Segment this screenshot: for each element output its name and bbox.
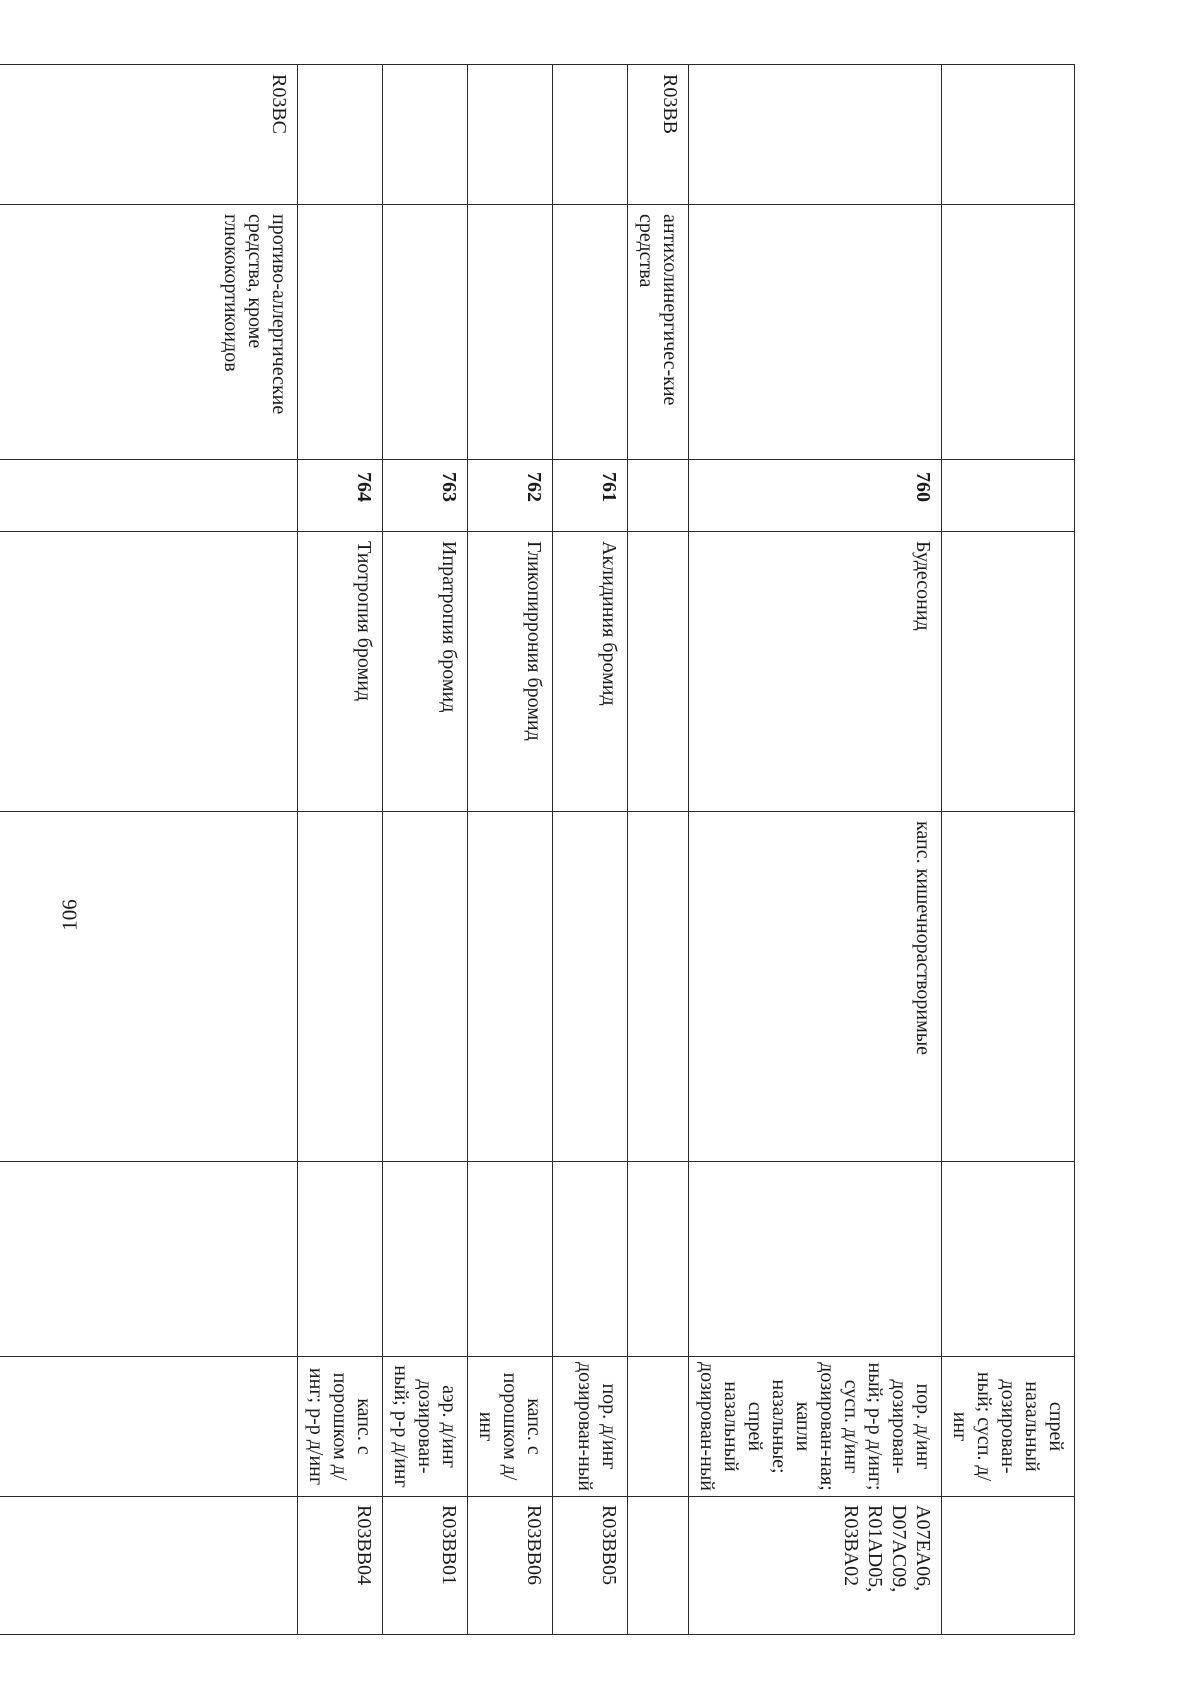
cell-drug-form bbox=[0, 812, 298, 1162]
cell-note bbox=[628, 1162, 689, 1357]
cell-inn bbox=[0, 532, 298, 812]
drug-list-table bbox=[0, 64, 1075, 1635]
cell-atc: R03BB05 bbox=[553, 1497, 628, 1635]
cell-note bbox=[383, 1162, 468, 1357]
cell-note bbox=[689, 1162, 942, 1357]
cell-num: 761 bbox=[553, 460, 628, 532]
table-row bbox=[383, 65, 468, 1635]
cell-note bbox=[553, 1162, 628, 1357]
cell-form bbox=[0, 1357, 298, 1497]
cell-drug-form bbox=[468, 812, 553, 1162]
cell-form: спрей назальный дозирован-ный; сусп. д/инг bbox=[942, 1357, 1075, 1497]
cell-code bbox=[553, 65, 628, 205]
cell-atc: R03BB01 bbox=[383, 1497, 468, 1635]
cell-form: пор. д/инг дозирован-ный bbox=[553, 1357, 628, 1497]
cell-group bbox=[298, 205, 383, 460]
cell-drug-form bbox=[628, 812, 689, 1162]
cell-num bbox=[942, 460, 1075, 532]
page-number: 106 bbox=[57, 899, 82, 931]
cell-drug-form bbox=[942, 812, 1075, 1162]
cell-inn: Аклидиния бромид bbox=[553, 532, 628, 812]
table-row bbox=[468, 65, 553, 1635]
cell-num bbox=[628, 460, 689, 532]
cell-group: противо-аллергические средства, кроме глюкокортикоидов bbox=[0, 205, 298, 460]
cell-drug-form bbox=[383, 812, 468, 1162]
cell-code bbox=[689, 65, 942, 205]
cell-drug-form bbox=[553, 812, 628, 1162]
cell-code: R03BB bbox=[628, 65, 689, 205]
cell-group: антихолинергичес-кие средства bbox=[628, 205, 689, 460]
cell-group bbox=[383, 205, 468, 460]
cell-code bbox=[942, 65, 1075, 205]
cell-group bbox=[689, 205, 942, 460]
cell-group bbox=[468, 205, 553, 460]
cell-note bbox=[0, 1162, 298, 1357]
cell-inn: Будесонид bbox=[689, 532, 942, 812]
table-row bbox=[298, 65, 383, 1635]
cell-group bbox=[553, 205, 628, 460]
cell-note bbox=[468, 1162, 553, 1357]
cell-group bbox=[942, 205, 1075, 460]
cell-inn bbox=[942, 532, 1075, 812]
cell-note bbox=[298, 1162, 383, 1357]
cell-inn: Тиотропия бромид bbox=[298, 532, 383, 812]
cell-form: пор. д/инг дозирован-ный; р-р д/инг; сусп. д/инг дозирован-ная; капли назальные; спрей назальный дозирован-ный bbox=[689, 1357, 942, 1497]
table-row bbox=[553, 65, 628, 1635]
cell-num: 760 bbox=[689, 460, 942, 532]
cell-atc bbox=[0, 1497, 298, 1635]
cell-code bbox=[298, 65, 383, 205]
cell-form: аэр. д/инг дозирован-ный; р-р д/инг bbox=[383, 1357, 468, 1497]
cell-code bbox=[383, 65, 468, 205]
cell-note bbox=[942, 1162, 1075, 1357]
cell-atc: R03BB04 bbox=[298, 1497, 383, 1635]
cell-atc: R03BB06 bbox=[468, 1497, 553, 1635]
table-row bbox=[0, 65, 298, 1635]
table-row bbox=[689, 65, 942, 1635]
cell-form: капс. с порошком д/инг bbox=[468, 1357, 553, 1497]
table-row bbox=[942, 65, 1075, 1635]
cell-num bbox=[0, 460, 298, 532]
cell-atc bbox=[628, 1497, 689, 1635]
cell-code bbox=[468, 65, 553, 205]
cell-inn bbox=[628, 532, 689, 812]
cell-inn: Ипратропия бромид bbox=[383, 532, 468, 812]
cell-form: капс. с порошком д/инг; р-р д/инг bbox=[298, 1357, 383, 1497]
cell-num: 764 bbox=[298, 460, 383, 532]
cell-drug-form: капс. кишечнорастворимые bbox=[689, 812, 942, 1162]
cell-form bbox=[628, 1357, 689, 1497]
cell-code: R03BC bbox=[0, 65, 298, 205]
cell-atc: A07EA06, D07AC09, R01AD05, R03BA02 bbox=[689, 1497, 942, 1635]
table-row bbox=[628, 65, 689, 1635]
cell-num: 762 bbox=[468, 460, 553, 532]
cell-num: 763 bbox=[383, 460, 468, 532]
cell-drug-form bbox=[298, 812, 383, 1162]
cell-inn: Гликопиррония бромид bbox=[468, 532, 553, 812]
cell-atc bbox=[942, 1497, 1075, 1635]
